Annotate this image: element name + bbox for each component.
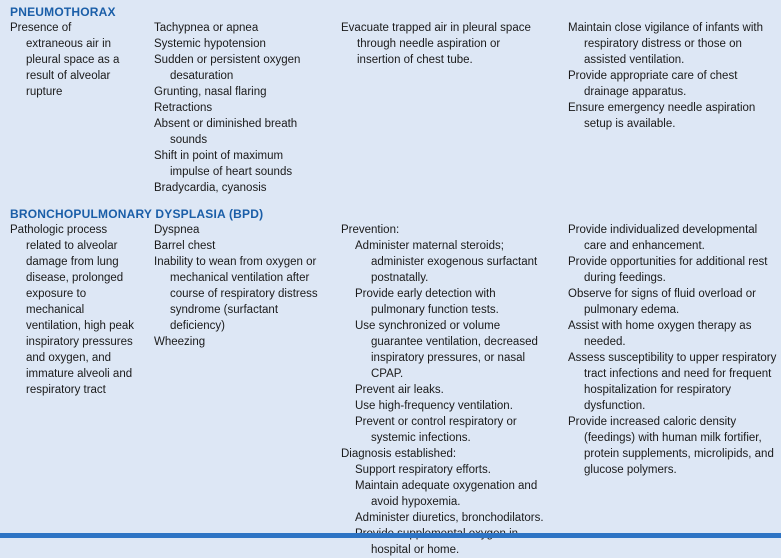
list-item: Maintain adequate oxygenation and avoid hypoxemia.	[355, 480, 538, 508]
pneumothorax-nursing	[568, 20, 773, 132]
list-item: Administer diuretics, bronchodilators.	[355, 512, 544, 524]
bpd-title: BRONCHOPULMONARY DYSPLASIA (BPD)	[10, 207, 264, 221]
list-item: Absent or diminished breath sounds	[154, 118, 298, 146]
list-item: Provide individualized developmental care and enhancement.	[568, 224, 758, 252]
bpd-pathophysiology	[10, 222, 140, 398]
list-item: Retractions	[154, 102, 213, 114]
list-item: Pathologic process related to alveolar damage from lung disease, prolonged exposure to mechanical ventilation, high peak inspiratory pressures and oxygen, and immature alveoli and respiratory tract	[10, 224, 135, 396]
list-item: Systemic hypotension	[154, 38, 266, 50]
list-item: Provide early detection with pulmonary function tests.	[355, 288, 499, 316]
list-item: Prevent or control respiratory or systemic infections.	[355, 416, 517, 444]
list-item: Maintain close vigilance of infants with respiratory distress or those on assisted ventilation.	[568, 22, 763, 66]
list-item: Presence of extraneous air in pleural space as a result of alveolar rupture	[10, 22, 120, 98]
list-item: Observe for signs of fluid overload or pulmonary edema.	[568, 288, 756, 316]
list-item: Prevent air leaks.	[355, 384, 444, 396]
list-item: Shift in point of maximum impulse of heart sounds	[154, 150, 293, 178]
pneumothorax-management	[341, 20, 546, 68]
bpd-management	[341, 222, 551, 558]
list-item: Dyspnea	[154, 224, 200, 236]
list-item: Tachypnea or apnea	[154, 22, 259, 34]
list-item: Provide appropriate care of chest drainage apparatus.	[568, 70, 738, 98]
prevention-heading: Prevention:	[341, 224, 400, 236]
pneumothorax-pathophysiology	[10, 20, 130, 100]
list-item: Evacuate trapped air in pleural space through needle aspiration or insertion of chest tube.	[341, 22, 531, 66]
list-item: Inability to wean from oxygen or mechanical ventilation after course of respiratory distress syndrome (surfactant deficiency)	[154, 256, 318, 332]
list-item: Administer maternal steroids; administer exogenous surfactant postnatally.	[355, 240, 538, 284]
list-item: Barrel chest	[154, 240, 216, 252]
diagnosis-heading: Diagnosis established:	[341, 448, 457, 460]
list-item: Assess susceptibility to upper respiratory tract infections and need for frequent hospitalization for respiratory dysfunction.	[568, 352, 777, 412]
list-item: hospital or home.	[371, 544, 460, 556]
list-item: Wheezing	[154, 336, 206, 348]
list-item: Sudden or persistent oxygen desaturation	[154, 54, 301, 82]
pneumothorax-manifestations	[154, 20, 319, 196]
list-item: Support respiratory efforts.	[355, 464, 491, 476]
pneumothorax-title: PNEUMOTHORAX	[10, 5, 116, 19]
bpd-nursing	[568, 222, 778, 478]
bpd-manifestations	[154, 222, 329, 350]
list-item: Provide opportunities for additional rest during feedings.	[568, 256, 768, 284]
list-item: Bradycardia, cyanosis	[154, 182, 267, 194]
list-item: Grunting, nasal flaring	[154, 86, 267, 98]
list-item: Provide increased caloric density (feedings) with human milk fortifier, protein supplements, microlipids, and glucose polymers.	[568, 416, 774, 476]
bottom-rule	[0, 533, 781, 538]
list-item: Use synchronized or volume guarantee ventilation, decreased inspiratory pressures, or nasal CPAP.	[355, 320, 538, 380]
list-item: Ensure emergency needle aspiration setup is available.	[568, 102, 756, 130]
list-item: Use high-frequency ventilation.	[355, 400, 513, 412]
list-item: Assist with home oxygen therapy as needed.	[568, 320, 752, 348]
